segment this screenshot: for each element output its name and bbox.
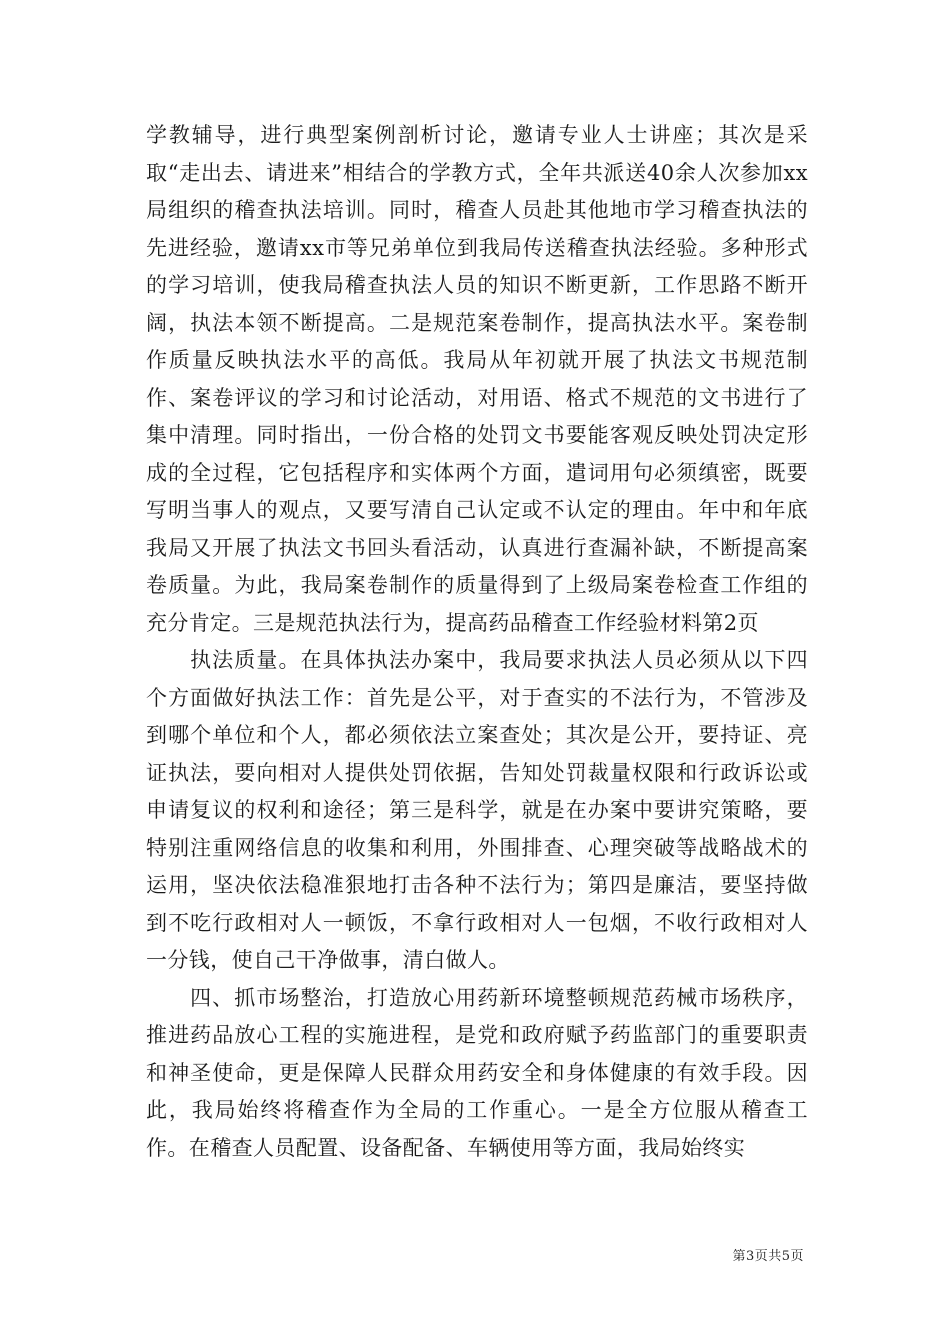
document-body: [146, 117, 808, 1167]
paragraph-3: 四、抓市场整治，打造放心用药新环境整顿规范药械市场秩序，推进药品放心工程的实施进程，是党和政府赋予药监部门的重要职责和神圣使命，更是保障人民群众用药安全和身体健康的有效手段。因此，我局始终将稽查作为全局的工作重心。一是全方位服从稽查工作。在稽查人员配置、设备配备、车辆使用等方面，我局始终实: [146, 985, 808, 1160]
paragraph-1: 学教辅导，进行典型案例剖析讨论，邀请专业人士讲座；其次是采取“走出去、请进来”相结合的学教方式，全年共派送40余人次参加xx局组织的稽查执法培训。同时，稽查人员赴其他地市学习稽查执法的先进经验，邀请xx市等兄弟单位到我局传送稽查执法经验。多种形式的学习培训，使我局稽查执法人员的知识不断更新，工作思路不断开阔，执法本领不断提高。二是规范案卷制作，提高执法水平。案卷制作质量反映执法水平的高低。我局从年初就开展了执法文书规范制作、案卷评议的学习和讨论活动，对用语、格式不规范的文书进行了集中清理。同时指出，一份合格的处罚文书要能客观反映处罚决定形成的全过程，它包括程序和实体两个方面，遣词用句必须缜密，既要写明当事人的观点，又要写清自己认定或不认定的理由。年中和年底我局又开展了执法文书回头看活动，认真进行查漏补缺，不断提高案卷质量。为此，我局案卷制作的质量得到了上级局案卷检查工作组的充分肯定。三是规范执法行为，提高药品稽查工作经验材料第2页: [146, 123, 808, 635]
page-number-footer: 第3页共5页: [732, 1249, 804, 1264]
paragraph-2: 执法质量。在具体执法办案中，我局要求执法人员必须从以下四个方面做好执法工作：首先是公平，对于查实的不法行为，不管涉及到哪个单位和个人，都必须依法立案查处；其次是公开，要持证、亮证执法，要向相对人提供处罚依据，告知处罚裁量权限和行政诉讼或申请复议的权利和途径；第三是科学，就是在办案中要讲究策略，要特别注重网络信息的收集和利用，外围排查、心理突破等战略战术的运用，坚决依法稳准狠地打击各种不法行为；第四是廉洁，要坚持做到不吃行政相对人一顿饭，不拿行政相对人一包烟，不收行政相对人一分钱，使自己干净做事，清白做人。: [146, 648, 808, 972]
